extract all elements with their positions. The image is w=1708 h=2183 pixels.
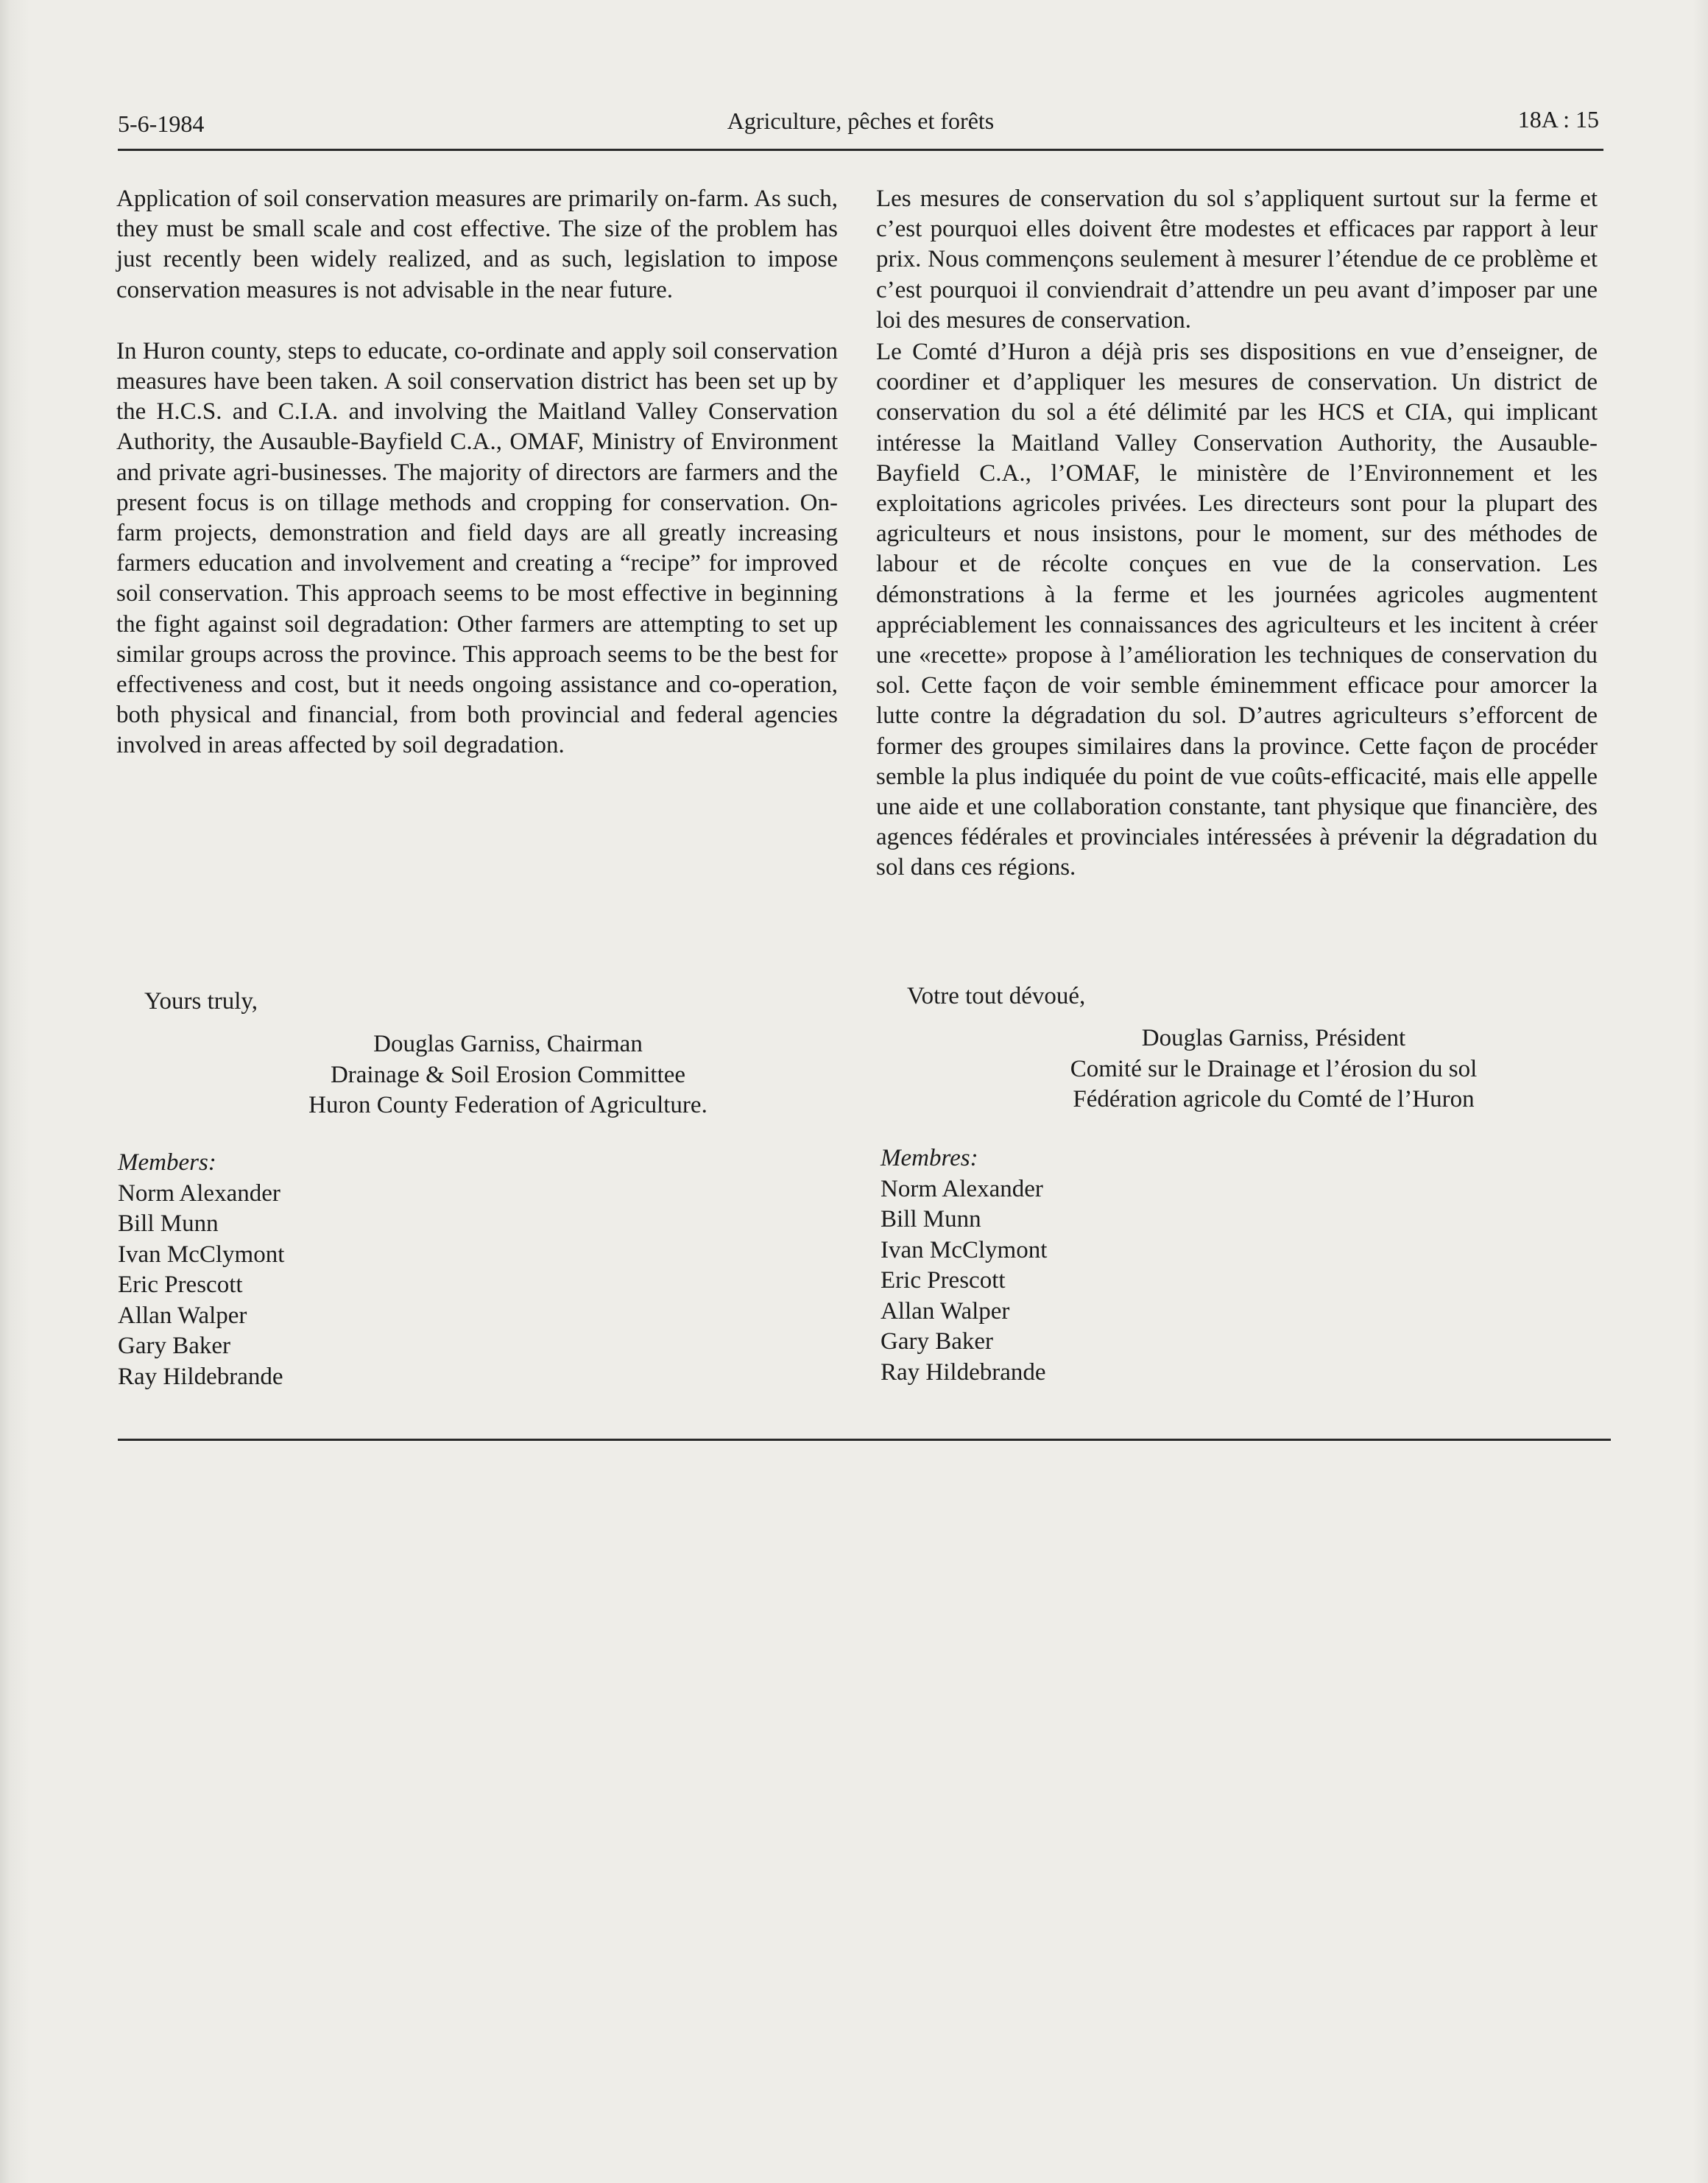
member-item: Allan Walper [118, 1302, 247, 1329]
english-signature-organization: Huron County Federation of Agriculture. [308, 1092, 707, 1118]
english-paragraph-1: Application of soil conservation measures are primarily on-farm. As such, they must be small scale and cost effective. The size of the problem has just recently been widely realized, and as such, legislation to impose conservation measures is not advisable in the near future. [116, 186, 838, 303]
french-signature-committee: Comité sur le Drainage et l’érosion du sol [1070, 1055, 1478, 1082]
english-members [118, 1148, 284, 1392]
member-item: Bill Munn [118, 1210, 219, 1237]
french-signature-organization: Fédération agricole du Comté de l’Huron [1073, 1086, 1475, 1112]
english-signature [221, 1029, 795, 1121]
english-signature-committee: Drainage & Soil Erosion Committee [330, 1061, 686, 1088]
french-members [881, 1143, 1047, 1388]
english-column [116, 184, 838, 761]
french-closing: Votre tout dévoué, [907, 983, 1086, 1009]
french-paragraph-2: Le Comté d’Huron a déjà pris ses dispositions en vue d’enseigner, de coordiner et d’appliquer les mesures de conservation. Un district de conservation du sol a été délimité par les HCS et CIA, qui implicant intéresse la Maitland Valley Conservation Authority, the Ausauble-Bayfield C.A., l’OMAF, le ministère de l’Environnement et les exploitations agricoles privées. Les directeurs sont pour la plupart des agriculteurs et nous insistons, pour le moment, sur des méthodes de labour et de récolte conçues en vue de la conservation. Les démonstrations à la ferme et les journées agricoles augmentent appréciablement les connaissances des agriculteurs et les incitent à créer une «recette» propose à l’amélioration les techniques de conservation du sol. Cette façon de voir semble éminemment efficace pour amorcer la lutte contre la dégradation du sol. D’autres agriculteurs s’efforcent de former des groupes similaires dans la province. Cette façon de procéder semble la plus indiquée du point de vue coûts-efficacité, mais elle appelle une aide et une collaboration constante, tant physique que financière, des agences fédérales et provinciales intéressées à prévenir la dégradation du sol dans ces régions. [876, 339, 1598, 881]
english-closing: Yours truly, [144, 988, 258, 1015]
member-item: Gary Baker [881, 1328, 994, 1355]
member-item: Eric Prescott [881, 1267, 1006, 1294]
member-item: Norm Alexander [881, 1175, 1043, 1202]
member-item: Allan Walper [881, 1297, 1010, 1325]
member-item: Ivan McClymont [118, 1241, 285, 1268]
member-item: Gary Baker [118, 1333, 231, 1359]
header-date: 5-6-1984 [118, 110, 205, 137]
french-paragraph-1: Les mesures de conservation du sol s’appliquent surtout sur la ferme et c’est pourquoi elles doivent être modestes et efficaces par rapport à leur prix. Nous commençons seulement à mesurer l’étendue de ce problème et c’est pourquoi il conviendrait d’attendre un peu avant d’imposer par une loi des mesures de conservation. [876, 186, 1598, 334]
member-item: Ray Hildebrande [118, 1363, 283, 1390]
bottom-divider [118, 1439, 1611, 1441]
member-item: Norm Alexander [118, 1179, 280, 1207]
english-signature-name: Douglas Garniss, Chairman [373, 1031, 643, 1057]
member-item: Eric Prescott [118, 1272, 243, 1298]
member-item: Ray Hildebrande [881, 1358, 1046, 1386]
english-members-title: Members: [118, 1149, 216, 1176]
header-page-number: 18A : 15 [1517, 106, 1599, 133]
member-item: Ivan McClymont [881, 1236, 1048, 1263]
french-signature-name: Douglas Garniss, Président [1141, 1025, 1406, 1051]
running-header [118, 103, 1603, 151]
header-title: Agriculture, pêches et forêts [727, 107, 995, 134]
french-column [876, 184, 1598, 884]
member-item: Bill Munn [881, 1206, 981, 1232]
french-members-title: Membres: [881, 1145, 978, 1171]
french-signature [987, 1023, 1561, 1115]
english-paragraph-2: In Huron county, steps to educate, co-ordinate and apply soil conservation measures have been taken. A soil conservation district has been set up by the H.C.S. and C.I.A. and involving the Maitland Valley Conservation Authority, the Ausauble-Bayfield C.A., OMAF, Ministry of Environment and private agri-businesses. The majority of directors are farmers and the present focus is on tillage methods and cropping for conservation. On-farm projects, demonstration and field days are all greatly increasing farmers education and involvement and creating a “recipe” for improved soil conservation. This approach seems to be most effective in beginning the fight against soil degradation: Other farmers are attempting to set up similar groups across the province. This approach seems to be the best for effectiveness and cost, but it needs ongoing assistance and co-operation, both physical and financial, from both provincial and federal agencies involved in areas affected by soil degradation. [116, 337, 838, 759]
